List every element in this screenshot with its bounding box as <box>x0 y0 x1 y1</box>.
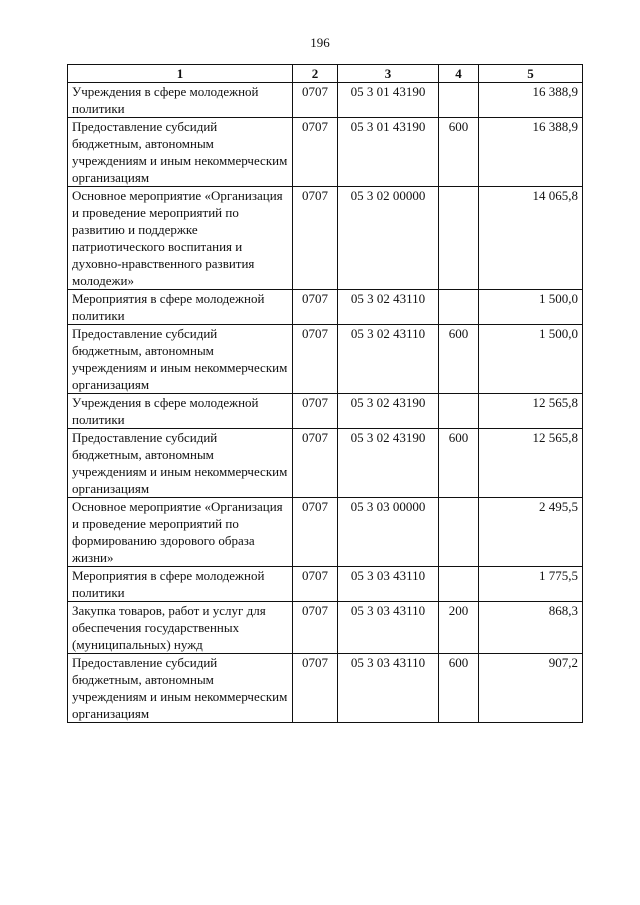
row-csr-cell: 05 3 03 00000 <box>338 498 439 567</box>
row-amount-cell: 1 500,0 <box>479 290 583 325</box>
row-csr-cell: 05 3 02 43110 <box>338 325 439 394</box>
row-amount-cell: 16 388,9 <box>479 118 583 187</box>
table-row <box>68 290 583 325</box>
row-vr-cell: 600 <box>439 325 479 394</box>
row-csr-cell: 05 3 03 43110 <box>338 567 439 602</box>
header-col-3: 3 <box>338 65 439 83</box>
row-csr-cell: 05 3 02 43190 <box>338 429 439 498</box>
table-row <box>68 325 583 394</box>
row-name-cell: Предоставление субсидий бюджетным, автономным учреждениям и иным некоммерческим организациям <box>68 325 293 394</box>
row-amount-cell: 12 565,8 <box>479 429 583 498</box>
row-vr-cell <box>439 567 479 602</box>
row-csr-cell: 05 3 02 00000 <box>338 187 439 290</box>
table-row <box>68 394 583 429</box>
row-amount-cell: 16 388,9 <box>479 83 583 118</box>
row-csr-cell: 05 3 02 43190 <box>338 394 439 429</box>
row-amount-cell: 1 500,0 <box>479 325 583 394</box>
row-amount-cell: 12 565,8 <box>479 394 583 429</box>
row-csr-cell: 05 3 03 43110 <box>338 654 439 723</box>
row-name-cell: Учреждения в сфере молодежной политики <box>68 83 293 118</box>
row-name-cell: Мероприятия в сфере молодежной политики <box>68 567 293 602</box>
table-row <box>68 654 583 723</box>
row-csr-cell: 05 3 01 43190 <box>338 118 439 187</box>
row-name-cell: Основное мероприятие «Организация и проведение мероприятий по развитию и поддержке патриотического воспитания и духовно-нравственного развития молодежи» <box>68 187 293 290</box>
table-row <box>68 187 583 290</box>
row-section-cell: 0707 <box>293 602 338 654</box>
row-section-cell: 0707 <box>293 187 338 290</box>
row-csr-cell: 05 3 01 43190 <box>338 83 439 118</box>
row-amount-cell: 2 495,5 <box>479 498 583 567</box>
header-col-2: 2 <box>293 65 338 83</box>
row-vr-cell: 200 <box>439 602 479 654</box>
table-row <box>68 429 583 498</box>
table-header <box>68 65 583 83</box>
row-name-cell: Предоставление субсидий бюджетным, автономным учреждениям и иным некоммерческим организациям <box>68 118 293 187</box>
table-body <box>68 83 583 723</box>
row-section-cell: 0707 <box>293 567 338 602</box>
row-csr-cell: 05 3 03 43110 <box>338 602 439 654</box>
row-vr-cell: 600 <box>439 118 479 187</box>
header-col-4: 4 <box>439 65 479 83</box>
row-section-cell: 0707 <box>293 429 338 498</box>
row-amount-cell: 868,3 <box>479 602 583 654</box>
table-row <box>68 567 583 602</box>
row-name-cell: Основное мероприятие «Организация и проведение мероприятий по формированию здорового образа жизни» <box>68 498 293 567</box>
header-row <box>68 65 583 83</box>
row-vr-cell <box>439 83 479 118</box>
table-row <box>68 83 583 118</box>
row-section-cell: 0707 <box>293 290 338 325</box>
row-vr-cell: 600 <box>439 429 479 498</box>
row-vr-cell <box>439 290 479 325</box>
row-section-cell: 0707 <box>293 118 338 187</box>
row-csr-cell: 05 3 02 43110 <box>338 290 439 325</box>
row-amount-cell: 1 775,5 <box>479 567 583 602</box>
row-vr-cell <box>439 187 479 290</box>
budget-table <box>67 64 583 723</box>
row-section-cell: 0707 <box>293 394 338 429</box>
row-name-cell: Предоставление субсидий бюджетным, автономным учреждениям и иным некоммерческим организациям <box>68 429 293 498</box>
row-section-cell: 0707 <box>293 498 338 567</box>
row-name-cell: Учреждения в сфере молодежной политики <box>68 394 293 429</box>
row-name-cell: Предоставление субсидий бюджетным, автономным учреждениям и иным некоммерческим организациям <box>68 654 293 723</box>
table-row <box>68 602 583 654</box>
row-name-cell: Мероприятия в сфере молодежной политики <box>68 290 293 325</box>
table-row <box>68 118 583 187</box>
row-amount-cell: 14 065,8 <box>479 187 583 290</box>
row-section-cell: 0707 <box>293 325 338 394</box>
page-number: 196 <box>310 35 330 50</box>
header-col-5: 5 <box>479 65 583 83</box>
row-section-cell: 0707 <box>293 83 338 118</box>
row-vr-cell <box>439 498 479 567</box>
row-section-cell: 0707 <box>293 654 338 723</box>
table-row <box>68 498 583 567</box>
row-vr-cell: 600 <box>439 654 479 723</box>
row-vr-cell <box>439 394 479 429</box>
row-name-cell: Закупка товаров, работ и услуг для обеспечения государственных (муниципальных) нужд <box>68 602 293 654</box>
row-amount-cell: 907,2 <box>479 654 583 723</box>
header-col-1: 1 <box>68 65 293 83</box>
